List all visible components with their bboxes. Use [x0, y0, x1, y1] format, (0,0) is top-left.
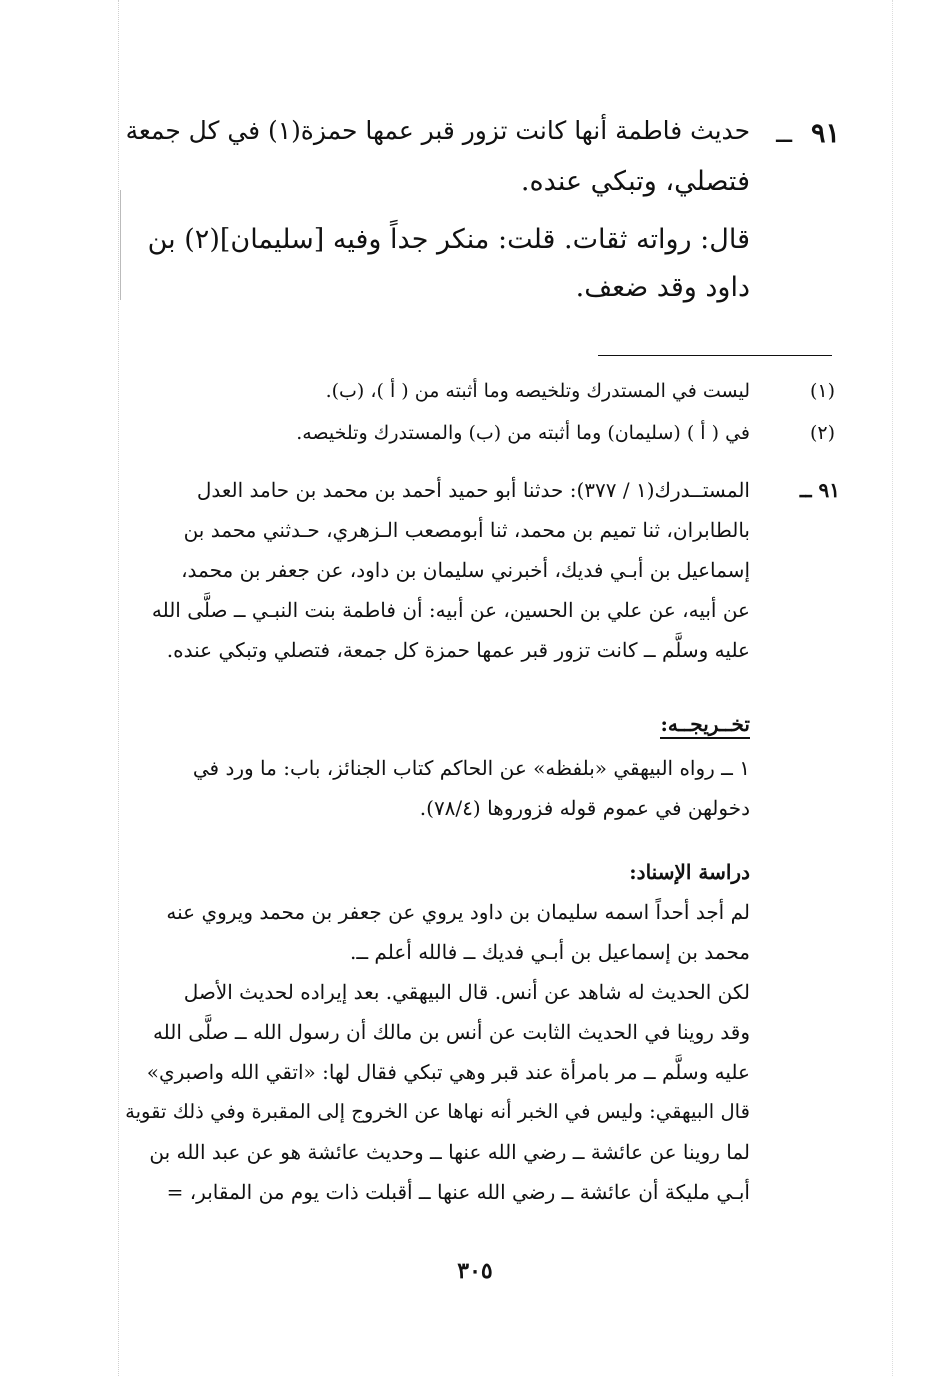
takhrij-line-1: ١ ــ رواه البيهقي «بلفظه» عن الحاكم كتاب الجنائز، باب: ما ورد في	[192, 756, 750, 780]
dirasa-line-6: قال البيهقي: وليس في الخبر أنه نهاها عن الخروج إلى المقبرة وفي ذلك تقوية	[125, 1100, 750, 1123]
source-line-3: إسماعيل بن أبـي فديك، أخبرني سليمان بن داود، عن جعفر بن محمد،	[181, 558, 750, 582]
hadith-dash: ــ	[776, 118, 792, 149]
hadith-comment-line-2: داود وقد ضعف.	[575, 272, 750, 303]
footnote-separator	[598, 355, 832, 356]
dirasa-line-5: عليه وسلَّم ــ مر بامرأة عند قبر وهي تبكي فقال لها: «اتقي الله واصبري»	[146, 1060, 750, 1084]
hadith-line-1: حديث فاطمة أنها كانت تزور قبر عمها حمزة(١) في كل جمعة	[125, 116, 750, 145]
dirasa-line-1: لم أجد أحداً اسمه سليمان بن داود يروي عن جعفر بن محمد ويروي عنه	[166, 900, 750, 924]
dirasa-line-7: لما روينا عن عائشة ــ رضي الله عنها ــ وحديث عائشة هو عن عبد الله بن	[149, 1140, 750, 1164]
source-line-2: بالطابران، ثنا تميم بن محمد، ثنا أبومصعب الـزهري، حـدثني محمد بن	[183, 518, 750, 542]
margin-rule	[120, 190, 121, 300]
takhrij-line-2: دخولهن في عموم قوله فزوروها (٧٨/٤).	[419, 796, 750, 820]
source-number: ٩١ ــ	[799, 478, 840, 502]
takhrij-heading	[660, 712, 750, 736]
dirasa-line-3: لكن الحديث له شاهد عن أنس. قال البيهقي. بعد إيراده لحديث الأصل	[183, 980, 750, 1004]
footnote-text-2: في ( أ ) (سليمان) وما أثبته من (ب) والمستدرك وتلخيصه.	[296, 422, 750, 444]
source-line-5: عليه وسلَّم ــ كانت تزور قبر عمها حمزة كل جمعة، فتصلي وتبكي عنده.	[166, 638, 750, 662]
dirasa-line-2: محمد بن إسماعيل بن أبـي فديك ــ فالله أعلم ــ.	[349, 940, 750, 964]
source-line-1: المستــدرك(١ / ٣٧٧): حدثنا أبو حميد أحمد بن محمد بن حامد العدل	[196, 478, 750, 502]
hadith-line-2: فتصلي، وتبكي عنده.	[520, 166, 750, 197]
page-number: ٣٠٥	[457, 1258, 493, 1284]
footnote-marker-2: (٢)	[809, 422, 835, 444]
hadith-comment-line-1: قال: رواته ثقات. قلت: منكر جداً وفيه [سليمان](٢) بن	[147, 224, 750, 255]
dirasa-line-8: أبـي مليكة أن عائشة ــ رضي الله عنها ــ أقبلت ذات يوم من المقابر، =	[166, 1180, 750, 1204]
dirasa-line-4: وقد روينا في الحديث الثابت عن أنس بن مالك أن رسول الله ــ صلَّى الله	[152, 1020, 750, 1044]
footnote-marker-1: (١)	[809, 380, 835, 402]
dirasa-heading: دراسة الإسناد:	[629, 860, 750, 884]
page-edge-left	[118, 0, 119, 1376]
source-line-4: عن أبيه، عن علي بن الحسين، عن أبيه: أن فاطمة بنت النبـي ــ صلَّى الله	[151, 598, 750, 622]
footnote-text-1: ليست في المستدرك وتلخيصه وما أثبته من ( أ )، (ب).	[325, 380, 750, 402]
takhrij-heading-text: تخــريجــه:	[660, 712, 750, 739]
hadith-number: ٩١	[810, 118, 840, 149]
page-edge-right	[892, 0, 893, 1376]
